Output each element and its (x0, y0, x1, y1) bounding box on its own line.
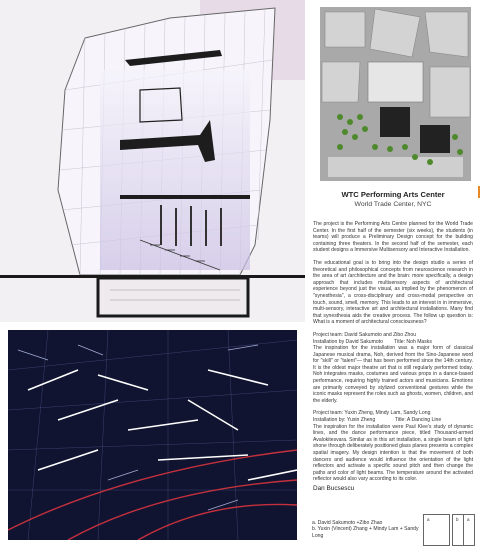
intro-paragraph-2: The educational goal is to bring into the design studio a series of theoretical and philosophical concepts from neuroscience research in the area of art /architecture and the brain: more specifically, a design approach that includes multisensory aspects of architectural experience beyond just the visual, as implied by the phenomenon of "synesthesia", a cross-disciplinary and cross-modal perspective on touch, sound, smell, memory. This leads to an interest in in immersive, multi-sensory, interactive art and architectural installations. Many find that synesthesia aids the creative process. The follow up question is: What is a moment of architectural consciousness? (313, 259, 473, 326)
installation-render (8, 330, 297, 540)
credit-b: b. Yuxin (Vincent) Zhang + Mindy Lam + Sandy Long (312, 526, 419, 539)
team1-line2: Installation by David Sakumoto Title: Noh Masks (313, 338, 432, 345)
key-label-a: a (427, 517, 430, 522)
key-label-a2: a (467, 517, 470, 522)
intro-paragraph-1: The project is the Performing Arts Centre planned for the World Trade Center. In the first half of the semester (six weeks), the students (in teams) will produce a Preliminary Design concept for the building containing three theaters. In the second half of the semester, each student designs a Immersive Multisensory and Interactive Installation. (313, 221, 473, 254)
team2-description: The inspiration for the installation were Paul Klee's study of dynamic lines, and the dance performance piece, titled Thousand-armed Avalokitesvara. Similar as in this art installation, a single beam of light shone through deliberately positioned glass planes presents a complex spatial imagery. My design intention is that the movement of both dancers and audience would influence the orientation of the light reflectors and activate a specific sound pitch and then change the paths and color of light beams. The temperature around the activated reflector would also vary according to its color. (313, 423, 473, 483)
key-box-a (423, 514, 450, 546)
site-plan-image (320, 7, 471, 181)
project-title: WTC Performing Arts Center (341, 190, 445, 199)
building-section-drawing (0, 0, 305, 322)
author-name: Dan Bucsescu (313, 484, 355, 492)
credit-a: a. David Sakumoto +Zibo Zhao (312, 520, 383, 526)
team2-line2: Installation by: Yuxin Zheng Title: A Dancing Line (313, 417, 442, 424)
team1-line1: Project team: David Sakumoto and Zibo Zhou (313, 331, 417, 338)
project-subtitle: World Trade Center, NYC (354, 201, 432, 208)
team1-description: The inspiration for the installation was a major form of classical Japanese musical drama, Noh, derived from the Sino-Japanese word for "skill" or "talent"— that has been performed since the 14th century. It is the oldest major theatre art that is still regularly performed today. Noh integrates masks, costumes and various props in a dance-based performance, requiring highly trained actors and musicians. Emotions are primarily conveyed by stylized conventional gestures while the iconic masks represent the roles such as ghosts, women, children, and the elderly. (313, 345, 473, 404)
key-box-a2 (463, 514, 475, 546)
image-credits (312, 520, 420, 539)
key-label-b: b (456, 517, 459, 522)
text-column (313, 190, 473, 492)
team2-line1: Project team: Yuxin Zheng, Mindy Lam, Sandy Long (313, 410, 431, 417)
